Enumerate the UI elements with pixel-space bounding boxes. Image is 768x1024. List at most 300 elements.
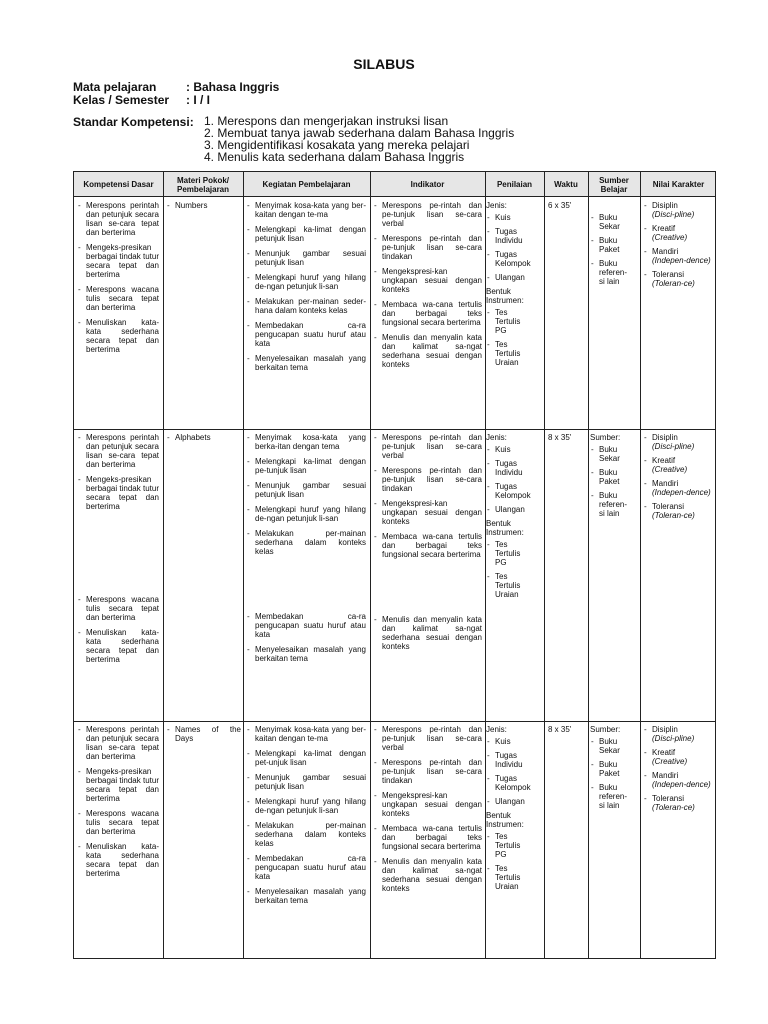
kegiatan-item-text: Menyelesaikan masalah yang berkaitan tema bbox=[255, 645, 366, 663]
dash-bullet: - bbox=[487, 340, 490, 349]
nilai-english: (Creative) bbox=[652, 757, 688, 766]
waktu-value: 8 x 35' bbox=[548, 433, 572, 442]
header-penilaian: Penilaian bbox=[496, 180, 533, 189]
syllabus-table bbox=[73, 171, 716, 959]
bentuk-item bbox=[486, 340, 542, 367]
dash-bullet: - bbox=[374, 499, 377, 508]
dash-bullet: - bbox=[591, 468, 594, 477]
nilai-item bbox=[643, 224, 715, 242]
bentuk-item bbox=[486, 540, 542, 567]
dash-bullet: - bbox=[591, 445, 594, 454]
nilai-english: (Indepen-dence) bbox=[652, 780, 711, 789]
jenis-item bbox=[486, 250, 542, 268]
dash-bullet: - bbox=[644, 201, 647, 210]
kompetensi-item-text: Menuliskan kata-kata sederhana secara tepat dan berterima bbox=[86, 318, 159, 354]
kegiatan-item bbox=[246, 854, 366, 881]
nilai-item bbox=[643, 502, 715, 520]
kompetensi-item bbox=[77, 243, 159, 279]
dash-bullet: - bbox=[591, 236, 594, 245]
bentuk-item-text: Tes Tertulis Uraian bbox=[495, 572, 521, 599]
bentuk-item-text: Tes Tertulis Uraian bbox=[495, 340, 521, 367]
kegiatan-item-text: Menyimak kosa-kata yang ber-kaitan dengan te-ma bbox=[255, 201, 366, 219]
jenis-item-text: Tugas Individu bbox=[495, 751, 523, 769]
waktu-cell bbox=[548, 201, 586, 210]
nilai-english: (Indepen-dence) bbox=[652, 256, 711, 265]
jenis-item bbox=[486, 797, 542, 806]
dash-bullet: - bbox=[374, 725, 377, 734]
indikator-item-text: Menulis dan menyalin kata dan kalimat sa-ngat sederhana sesuai dengan konteks bbox=[382, 333, 482, 369]
subject-line bbox=[73, 80, 279, 94]
dash-bullet: - bbox=[374, 267, 377, 276]
dash-bullet: - bbox=[78, 285, 81, 294]
waktu-cell bbox=[548, 433, 586, 442]
sumber-item bbox=[590, 468, 638, 486]
indikator-item bbox=[373, 857, 482, 893]
sumber-item bbox=[590, 760, 638, 778]
nilai-name: Kreatif bbox=[652, 748, 676, 757]
nilai-english: (Toleran-ce) bbox=[652, 279, 695, 288]
jenis-item-text: Tugas Individu bbox=[495, 459, 523, 477]
kegiatan-item-text: Melengkapi ka-limat dengan petunjuk lisan bbox=[255, 225, 366, 243]
standar-item: 1. Merespons dan mengerjakan instruksi lisan bbox=[204, 114, 449, 128]
nilai-item bbox=[643, 479, 715, 497]
kompetensi-item bbox=[77, 475, 159, 511]
dash-bullet: - bbox=[374, 824, 377, 833]
sumber-item-text: Buku referen-si lain bbox=[599, 491, 628, 518]
dash-bullet: - bbox=[487, 273, 490, 282]
kegiatan-cell bbox=[246, 201, 366, 378]
nilai-item bbox=[643, 725, 715, 743]
kegiatan-item bbox=[246, 725, 366, 743]
bentuk-item bbox=[486, 308, 542, 335]
dash-bullet: - bbox=[644, 794, 647, 803]
nilai-name: Kreatif bbox=[652, 224, 676, 233]
kompetensi-cell bbox=[77, 433, 159, 670]
dash-bullet: - bbox=[247, 273, 250, 282]
dash-bullet: - bbox=[78, 725, 81, 734]
kegiatan-item bbox=[246, 645, 366, 663]
sumber-item bbox=[590, 737, 638, 755]
dash-bullet: - bbox=[247, 773, 250, 782]
dash-bullet: - bbox=[167, 201, 170, 210]
kegiatan-item bbox=[246, 225, 366, 243]
indikator-item bbox=[373, 433, 482, 460]
nilai-cell bbox=[643, 433, 715, 525]
dash-bullet: - bbox=[591, 259, 594, 268]
nilai-name: Disiplin bbox=[652, 725, 678, 734]
kompetensi-item bbox=[77, 725, 159, 761]
bentuk-item bbox=[486, 572, 542, 599]
dash-bullet: - bbox=[591, 760, 594, 769]
dash-bullet: - bbox=[247, 854, 250, 863]
jenis-label: Jenis: bbox=[486, 433, 507, 442]
kegiatan-item bbox=[246, 297, 366, 315]
sumber-item-text: Buku Sekar bbox=[599, 737, 620, 755]
nilai-english: (Toleran-ce) bbox=[652, 511, 695, 520]
indikator-item-text: Menulis dan menyalin kata dan kalimat sa-ngat sederhana sesuai dengan konteks bbox=[382, 615, 482, 651]
standar-item: 3. Mengidentifikasi kosakata yang mereka pelajari bbox=[204, 138, 470, 152]
jenis-item bbox=[486, 505, 542, 514]
bentuk-item bbox=[486, 864, 542, 891]
kegiatan-item-text: Melakukan per-mainan sederhana dalam konteks kelas bbox=[255, 821, 366, 848]
subject-label: Mata pelajaran bbox=[73, 80, 157, 94]
indikator-item bbox=[373, 615, 482, 651]
waktu-cell bbox=[548, 725, 586, 734]
dash-bullet: - bbox=[247, 225, 250, 234]
nilai-name: Kreatif bbox=[652, 456, 676, 465]
indikator-item-text: Merespons pe-rintah dan pe-tunjuk lisan se-cara tindakan bbox=[382, 234, 482, 261]
sumber-cell bbox=[590, 201, 638, 291]
bentuk-item-text: Tes Tertulis PG bbox=[495, 832, 521, 859]
kegiatan-item bbox=[246, 821, 366, 848]
dash-bullet: - bbox=[374, 466, 377, 475]
dash-bullet: - bbox=[487, 774, 490, 783]
dash-bullet: - bbox=[78, 201, 81, 210]
indikator-cell bbox=[373, 201, 482, 375]
kegiatan-item bbox=[246, 433, 366, 451]
bentuk-label: Bentuk Instrumen: bbox=[486, 287, 524, 305]
jenis-item-text: Kuis bbox=[495, 213, 511, 222]
sumber-item-text: Buku Sekar bbox=[599, 445, 620, 463]
kegiatan-item-text: Melakukan per-mainan sederhana dalam konteks kelas bbox=[255, 529, 366, 556]
dash-bullet: - bbox=[78, 433, 81, 442]
dash-bullet: - bbox=[78, 842, 81, 851]
kompetensi-item bbox=[77, 201, 159, 237]
kegiatan-item-text: Melengkapi huruf yang hilang de-ngan petunjuk li-san bbox=[255, 505, 366, 523]
kompetensi-item bbox=[77, 842, 159, 878]
jenis-item-text: Ulangan bbox=[495, 273, 525, 282]
jenis-item bbox=[486, 459, 542, 477]
dash-bullet: - bbox=[247, 505, 250, 514]
dash-bullet: - bbox=[644, 224, 647, 233]
nilai-cell bbox=[643, 725, 715, 817]
kegiatan-item-text: Menunjuk gambar sesuai petunjuk lisan bbox=[255, 773, 366, 791]
jenis-item bbox=[486, 213, 542, 222]
dash-bullet: - bbox=[247, 612, 250, 621]
jenis-item-text: Ulangan bbox=[495, 505, 525, 514]
dash-bullet: - bbox=[591, 737, 594, 746]
dash-bullet: - bbox=[247, 354, 250, 363]
kegiatan-item bbox=[246, 797, 366, 815]
kegiatan-item-text: Menunjuk gambar sesuai petunjuk lisan bbox=[255, 249, 366, 267]
standar-item: 4. Menulis kata sederhana dalam Bahasa Inggris bbox=[204, 150, 465, 164]
dash-bullet: - bbox=[374, 758, 377, 767]
kompetensi-cell bbox=[77, 201, 159, 360]
jenis-label: Jenis: bbox=[486, 725, 507, 734]
dash-bullet: - bbox=[78, 595, 81, 604]
indikator-cell bbox=[373, 433, 482, 657]
dash-bullet: - bbox=[644, 725, 647, 734]
kegiatan-item-text: Menunjuk gambar sesuai petunjuk lisan bbox=[255, 481, 366, 499]
nilai-item bbox=[643, 433, 715, 451]
subject-value: : Bahasa Inggris bbox=[186, 80, 280, 94]
kegiatan-item-text: Melengkapi huruf yang hilang de-ngan petunjuk li-san bbox=[255, 797, 366, 815]
kompetensi-item-text: Mengeks-presikan berbagai tindak tutur secara tepat dan berterima bbox=[86, 243, 159, 279]
indikator-item-text: Membaca wa-cana tertulis dan berbagai teks fungsional secara berterima bbox=[382, 532, 482, 559]
kegiatan-item-text: Menyimak kosa-kata yang berka-itan dengan tema bbox=[255, 433, 366, 451]
dash-bullet: - bbox=[247, 725, 250, 734]
dash-bullet: - bbox=[167, 433, 170, 442]
kegiatan-item bbox=[246, 321, 366, 348]
class-value: : I / I bbox=[186, 93, 210, 107]
nilai-english: (Disci-pline) bbox=[652, 442, 695, 451]
sumber-label: Sumber: bbox=[590, 433, 621, 442]
jenis-item-text: Tugas Kelompok bbox=[495, 250, 531, 268]
dash-bullet: - bbox=[78, 243, 81, 252]
indikator-item bbox=[373, 333, 482, 369]
nilai-english: (Creative) bbox=[652, 465, 688, 474]
nilai-name: Toleransi bbox=[652, 502, 685, 511]
sumber-item bbox=[590, 445, 638, 463]
dash-bullet: - bbox=[247, 821, 250, 830]
indikator-item bbox=[373, 234, 482, 261]
dash-bullet: - bbox=[374, 791, 377, 800]
indikator-item-text: Membaca wa-cana tertulis dan berbagai teks fungsional secara berterima bbox=[382, 300, 482, 327]
kegiatan-cell bbox=[246, 433, 366, 669]
jenis-item-text: Tugas Individu bbox=[495, 227, 523, 245]
dash-bullet: - bbox=[78, 628, 81, 637]
materi-item-text: Names of the Days bbox=[175, 725, 241, 743]
penilaian-cell bbox=[486, 725, 542, 896]
kegiatan-item bbox=[246, 273, 366, 291]
standar-item: 2. Membuat tanya jawab sederhana dalam Bahasa Inggris bbox=[204, 126, 515, 140]
kompetensi-item-text: Merespons wacana tulis secara tepat dan berterima bbox=[86, 809, 159, 836]
indikator-item-text: Mengekspresi-kan ungkapan sesuai dengan konteks bbox=[382, 791, 482, 818]
dash-bullet: - bbox=[78, 475, 81, 484]
sumber-item bbox=[590, 783, 638, 810]
nilai-name: Disiplin bbox=[652, 433, 678, 442]
sumber-cell bbox=[590, 725, 638, 815]
kegiatan-item-text: Melengkapi huruf yang hilang de-ngan petunjuk li-san bbox=[255, 273, 366, 291]
dash-bullet: - bbox=[247, 249, 250, 258]
kegiatan-cell bbox=[246, 725, 366, 911]
dash-bullet: - bbox=[591, 491, 594, 500]
jenis-item bbox=[486, 737, 542, 746]
dash-bullet: - bbox=[247, 297, 250, 306]
dash-bullet: - bbox=[487, 572, 490, 581]
kegiatan-item bbox=[246, 529, 366, 556]
header-indikator: Indikator bbox=[410, 180, 445, 189]
dash-bullet: - bbox=[644, 270, 647, 279]
jenis-item-text: Kuis bbox=[495, 445, 511, 454]
kegiatan-item bbox=[246, 201, 366, 219]
bentuk-label: Bentuk Instrumen: bbox=[486, 811, 524, 829]
nilai-english: (Disci-pline) bbox=[652, 734, 695, 743]
kegiatan-item bbox=[246, 612, 366, 639]
dash-bullet: - bbox=[487, 250, 490, 259]
jenis-item bbox=[486, 751, 542, 769]
materi-cell bbox=[166, 433, 241, 442]
dash-bullet: - bbox=[644, 748, 647, 757]
indikator-item-text: Merespons pe-rintah dan pe-tunjuk lisan se-cara verbal bbox=[382, 201, 482, 228]
indikator-item bbox=[373, 532, 482, 559]
kompetensi-item bbox=[77, 433, 159, 469]
materi-cell bbox=[166, 201, 241, 210]
kompetensi-item bbox=[77, 628, 159, 664]
kegiatan-item-text: Melakukan per-mainan seder-hana dalam konteks kelas bbox=[255, 297, 366, 315]
header-materi: Materi Pokok/ Pembelajaran bbox=[176, 175, 230, 194]
bentuk-label: Bentuk Instrumen: bbox=[486, 519, 524, 537]
kegiatan-item bbox=[246, 481, 366, 499]
kegiatan-item bbox=[246, 457, 366, 475]
jenis-item bbox=[486, 445, 542, 454]
kompetensi-item bbox=[77, 767, 159, 803]
kegiatan-item-text: Menyimak kosa-kata yang ber-kaitan dengan te-ma bbox=[255, 725, 366, 743]
nilai-item bbox=[643, 201, 715, 219]
materi-item-text: Numbers bbox=[175, 201, 208, 210]
kegiatan-item-text: Melengkapi ka-limat dengan pet-unjuk lisan bbox=[255, 749, 366, 767]
nilai-name: Mandiri bbox=[652, 479, 679, 488]
jenis-item bbox=[486, 227, 542, 245]
kegiatan-item-text: Membedakan ca-ra pengucapan suatu huruf atau kata bbox=[255, 612, 366, 639]
dash-bullet: - bbox=[644, 247, 647, 256]
dash-bullet: - bbox=[591, 213, 594, 222]
indikator-item-text: Membaca wa-cana tertulis dan berbagai teks fungsional secara berterima bbox=[382, 824, 482, 851]
dash-bullet: - bbox=[591, 783, 594, 792]
dash-bullet: - bbox=[247, 433, 250, 442]
dash-bullet: - bbox=[374, 857, 377, 866]
dash-bullet: - bbox=[247, 749, 250, 758]
kegiatan-item-text: Menyelesaikan masalah yang berkaitan tema bbox=[255, 887, 366, 905]
sumber-item bbox=[590, 213, 638, 231]
dash-bullet: - bbox=[487, 227, 490, 236]
kompetensi-item-text: Merespons wacana tulis secara tepat dan berterima bbox=[86, 595, 159, 622]
dash-bullet: - bbox=[487, 213, 490, 222]
jenis-item bbox=[486, 482, 542, 500]
kegiatan-item bbox=[246, 749, 366, 767]
sumber-item-text: Buku Paket bbox=[599, 468, 620, 486]
dash-bullet: - bbox=[487, 505, 490, 514]
kompetensi-item bbox=[77, 318, 159, 354]
indikator-item-text: Mengekspresi-kan ungkapan sesuai dengan konteks bbox=[382, 267, 482, 294]
bentuk-item bbox=[486, 832, 542, 859]
sumber-item bbox=[590, 236, 638, 254]
indikator-item bbox=[373, 725, 482, 752]
nilai-item bbox=[643, 794, 715, 812]
kegiatan-item bbox=[246, 773, 366, 791]
sumber-item-text: Buku referen-si lain bbox=[599, 259, 628, 286]
dash-bullet: - bbox=[247, 321, 250, 330]
indikator-item-text: Mengekspresi-kan ungkapan sesuai dengan konteks bbox=[382, 499, 482, 526]
jenis-item bbox=[486, 774, 542, 792]
kompetensi-item bbox=[77, 595, 159, 622]
kompetensi-item-text: Mengeks-presikan berbagai tindak tutur secara tepat dan berterima bbox=[86, 767, 159, 803]
nilai-english: (Toleran-ce) bbox=[652, 803, 695, 812]
header-nilai: Nilai Karakter bbox=[652, 180, 705, 189]
indikator-item-text: Merespons pe-rintah dan pe-tunjuk lisan se-cara verbal bbox=[382, 725, 482, 752]
page-title: SILABUS bbox=[353, 56, 415, 72]
indikator-item bbox=[373, 824, 482, 851]
header-sumber: Sumber Belajar bbox=[599, 175, 629, 194]
dash-bullet: - bbox=[374, 201, 377, 210]
dash-bullet: - bbox=[644, 433, 647, 442]
dash-bullet: - bbox=[78, 318, 81, 327]
indikator-item-text: Menulis dan menyalin kata dan kalimat sa-ngat sederhana sesuai dengan konteks bbox=[382, 857, 482, 893]
nilai-name: Toleransi bbox=[652, 270, 685, 279]
dash-bullet: - bbox=[374, 300, 377, 309]
dash-bullet: - bbox=[374, 615, 377, 624]
materi-cell bbox=[166, 725, 241, 743]
dash-bullet: - bbox=[487, 832, 490, 841]
standar-list bbox=[204, 115, 624, 163]
dash-bullet: - bbox=[644, 771, 647, 780]
nilai-item bbox=[643, 771, 715, 789]
dash-bullet: - bbox=[247, 457, 250, 466]
indikator-item bbox=[373, 758, 482, 785]
dash-bullet: - bbox=[374, 234, 377, 243]
indikator-item-text: Merespons pe-rintah dan pe-tunjuk lisan se-cara tindakan bbox=[382, 758, 482, 785]
dash-bullet: - bbox=[644, 502, 647, 511]
sumber-item-text: Buku Paket bbox=[599, 760, 620, 778]
dash-bullet: - bbox=[487, 797, 490, 806]
dash-bullet: - bbox=[487, 445, 490, 454]
header-kompetensi: Kompetensi Dasar bbox=[83, 180, 154, 189]
indikator-item-text: Merespons pe-rintah dan pe-tunjuk lisan se-cara tindakan bbox=[382, 466, 482, 493]
materi-item bbox=[166, 725, 241, 743]
indikator-item bbox=[373, 466, 482, 493]
indikator-item bbox=[373, 201, 482, 228]
nilai-item bbox=[643, 247, 715, 265]
indikator-item-text: Merespons pe-rintah dan pe-tunjuk lisan se-cara verbal bbox=[382, 433, 482, 460]
bentuk-item-text: Tes Tertulis PG bbox=[495, 308, 521, 335]
kegiatan-item bbox=[246, 887, 366, 905]
header-waktu: Waktu bbox=[554, 180, 578, 189]
dash-bullet: - bbox=[247, 481, 250, 490]
materi-item bbox=[166, 433, 241, 442]
bentuk-item-text: Tes Tertulis Uraian bbox=[495, 864, 521, 891]
kompetensi-item-text: Merespons wacana tulis secara tepat dan berterima bbox=[86, 285, 159, 312]
dash-bullet: - bbox=[487, 482, 490, 491]
sumber-item-text: Buku referen-si lain bbox=[599, 783, 628, 810]
dash-bullet: - bbox=[247, 797, 250, 806]
dash-bullet: - bbox=[78, 809, 81, 818]
dash-bullet: - bbox=[374, 433, 377, 442]
kompetensi-item-text: Merespons perintah dan petunjuk secara lisan se-cara tepat dan berterima bbox=[86, 725, 159, 761]
jenis-item bbox=[486, 273, 542, 282]
dash-bullet: - bbox=[644, 456, 647, 465]
dash-bullet: - bbox=[644, 479, 647, 488]
indikator-item bbox=[373, 300, 482, 327]
kegiatan-item-text: Membedakan ca-ra pengucapan suatu huruf atau kata bbox=[255, 321, 366, 348]
kegiatan-item bbox=[246, 354, 366, 372]
kompetensi-item-text: Mengeks-presikan berbagai tindak tutur secara tepat dan berterima bbox=[86, 475, 159, 511]
dash-bullet: - bbox=[487, 459, 490, 468]
jenis-item-text: Ulangan bbox=[495, 797, 525, 806]
indikator-item bbox=[373, 267, 482, 294]
dash-bullet: - bbox=[247, 645, 250, 654]
standar-label: Standar Kompetensi: bbox=[73, 115, 194, 129]
indikator-item bbox=[373, 791, 482, 818]
bentuk-item-text: Tes Tertulis PG bbox=[495, 540, 521, 567]
dash-bullet: - bbox=[247, 529, 250, 538]
nilai-name: Toleransi bbox=[652, 794, 685, 803]
dash-bullet: - bbox=[247, 201, 250, 210]
dash-bullet: - bbox=[374, 333, 377, 342]
kompetensi-item-text: Merespons perintah dan petunjuk secara lisan se-cara tepat dan berterima bbox=[86, 201, 159, 237]
jenis-label: Jenis: bbox=[486, 201, 507, 210]
nilai-name: Mandiri bbox=[652, 771, 679, 780]
nilai-item bbox=[643, 270, 715, 288]
kompetensi-item bbox=[77, 285, 159, 312]
nilai-cell bbox=[643, 201, 715, 293]
penilaian-cell bbox=[486, 433, 542, 604]
waktu-value: 6 x 35' bbox=[548, 201, 572, 210]
kegiatan-item bbox=[246, 505, 366, 523]
dash-bullet: - bbox=[487, 751, 490, 760]
kompetensi-item-text: Menuliskan kata-kata sederhana secara tepat dan berterima bbox=[86, 842, 159, 878]
class-label: Kelas / Semester bbox=[73, 93, 170, 107]
kegiatan-item bbox=[246, 249, 366, 267]
